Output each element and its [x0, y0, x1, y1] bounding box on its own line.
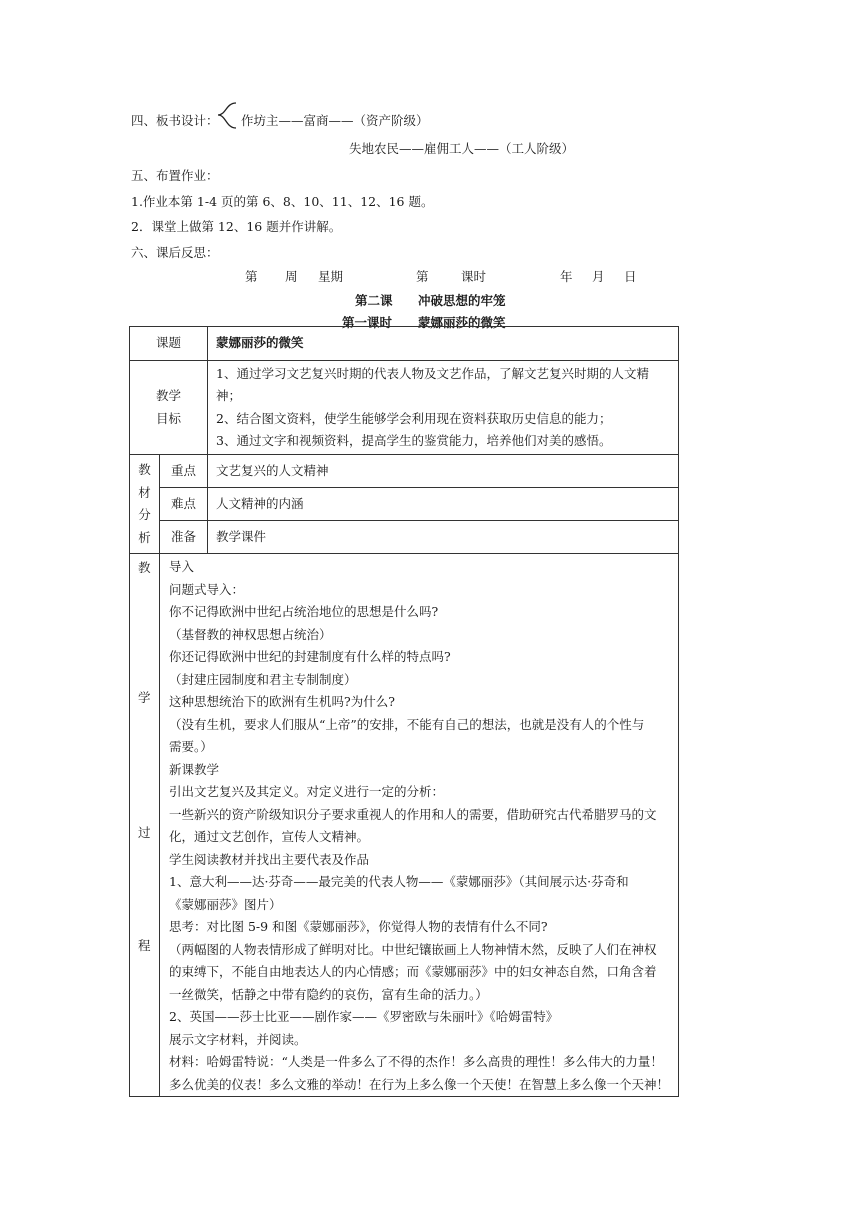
date-period: 课时 — [461, 269, 487, 284]
process-line: 这种思想统治下的欧洲有生机吗?为什么? — [169, 694, 395, 709]
date-month: 月 — [592, 269, 605, 284]
process-line: 问题式导入： — [169, 581, 245, 597]
analysis-char-3: 分 — [138, 507, 151, 522]
date-week-prefix: 第 — [245, 269, 258, 284]
process-line: 的束缚下，不能自由地表达人的内心情感；而《蒙娜丽莎》中的妇女神态自然，口角含着 — [169, 964, 657, 979]
analysis-char-1: 教 — [138, 462, 151, 477]
analysis-char-4: 析 — [138, 529, 151, 545]
topic-label: 课题 — [130, 327, 208, 361]
goal-1-line-b: 神； — [216, 388, 242, 403]
process-line: 1、意大利——达·芬奇——最完美的代表人物——《蒙娜丽莎》（其间展示达·芬奇和 — [169, 874, 629, 889]
difficulty-label: 难点 — [160, 488, 208, 521]
goal-label-line-1: 教学 — [156, 388, 182, 403]
process-line: （没有生机，要求人们服从“上帝”的安排，不能有自己的想法，也就是没有人的个性与 — [169, 716, 645, 732]
process-line: 思考：对比图 5-9 和图《蒙娜丽莎》，你觉得人物的表情有什么不同? — [169, 919, 548, 934]
process-line: 材料：哈姆雷特说：“人类是一件多么了不得的杰作！多么高贵的理性！多么伟大的力量！ — [169, 1054, 663, 1069]
analysis-char-2: 材 — [138, 484, 151, 500]
analysis-label — [130, 455, 160, 554]
goal-2: 2、结合图文资料，使学生能够学会利用现在资料获取历史信息的能力； — [216, 410, 612, 426]
process-line: 你不记得欧洲中世纪占统治地位的思想是什么吗? — [169, 604, 439, 619]
preparation-value: 教学课件 — [208, 521, 679, 554]
process-char-2: 学 — [138, 690, 151, 705]
chapter-title: 冲破思想的牢笼 — [418, 293, 506, 308]
process-label — [130, 554, 160, 1097]
date-weekday: 星期 — [318, 269, 344, 284]
goal-1-line-a: 1、通过学习文艺复兴时期的代表人物及文艺作品，了解文艺复兴时期的人文精 — [216, 365, 649, 381]
period-number: 第一课时 — [342, 315, 393, 330]
process-line: （基督教的神权思想占统治） — [169, 626, 332, 642]
process-line: 你还记得欧洲中世纪的封建制度有什么样的特点吗? — [169, 649, 451, 664]
process-line: 展示文字材料，并阅读。 — [169, 1031, 307, 1047]
period-title: 蒙娜丽莎的微笑 — [418, 315, 506, 330]
process-line: 多么优美的仪表！多么文雅的举动！在行为上多么像一个天使！在智慧上多么像一个天神！ — [169, 1076, 670, 1092]
process-char-4: 程 — [138, 938, 151, 953]
process-line: （封建庄园制度和君主专制制度） — [169, 671, 357, 687]
process-char-3: 过 — [138, 825, 151, 840]
process-content — [160, 554, 679, 1097]
homework-item-1: 1.作业本第 1-4 页的第 6、8、10、11、12、16 题。 — [131, 194, 434, 209]
process-line: 化，通过文艺创作，宣传人文精神。 — [169, 829, 370, 844]
process-line: 一些新兴的资产阶级知识分子要求重视人的作用和人的需要，借助研究古代希腊罗马的文 — [169, 806, 657, 822]
board-line-2: 失地农民——雇佣工人——（工人阶级） — [349, 141, 575, 156]
date-week: 周 — [285, 269, 298, 284]
goal-label-line-2: 目标 — [156, 410, 182, 426]
brace-icon — [214, 101, 240, 131]
goal-3: 3、通过文字和视频资料，提高学生的鉴赏能力，培养他们对美的感悟。 — [216, 433, 612, 448]
process-line: 需要。） — [169, 739, 213, 754]
process-line: 导入 — [169, 559, 195, 574]
goal-content — [208, 361, 679, 455]
preparation-label: 准备 — [160, 521, 208, 554]
topic-value: 蒙娜丽莎的微笑 — [208, 327, 679, 361]
lesson-plan-table — [129, 326, 679, 1097]
process-line: 新课教学 — [169, 761, 220, 777]
process-line: 《蒙娜丽莎》图片） — [169, 896, 282, 912]
process-line: 学生阅读教材并找出主要代表及作品 — [169, 851, 370, 867]
chapter-number: 第二课 — [355, 293, 393, 308]
date-period-prefix: 第 — [416, 269, 429, 284]
process-line: （两幅图的人物表情形成了鲜明对比。中世纪镶嵌画上人物神情木然，反映了人们在神权 — [169, 941, 657, 957]
difficulty-value: 人文精神的内涵 — [208, 488, 679, 521]
date-year: 年 — [560, 269, 573, 284]
reflection-title: 六、课后反思： — [131, 245, 219, 260]
homework-title: 五、布置作业： — [131, 168, 219, 183]
goal-label — [130, 361, 208, 455]
board-design-label: 四、板书设计： — [131, 113, 219, 128]
homework-item-2: 2．课堂上做第 12、16 题并作讲解。 — [131, 219, 342, 234]
process-line: 一丝微笑，恬静之中带有隐约的哀伤，富有生命的活力。） — [169, 986, 488, 1002]
key-point-label: 重点 — [160, 455, 208, 488]
date-day: 日 — [624, 269, 637, 284]
board-line-1: 作坊主——富商——（资产阶级） — [241, 113, 429, 128]
key-point-value: 文艺复兴的人文精神 — [208, 455, 679, 488]
process-line: 2、英国——莎士比亚——剧作家——《罗密欧与朱丽叶》《哈姆雷特》 — [169, 1009, 559, 1024]
process-line: 引出文艺复兴及其定义。对定义进行一定的分析： — [169, 784, 445, 799]
process-char-1: 教 — [138, 560, 151, 575]
